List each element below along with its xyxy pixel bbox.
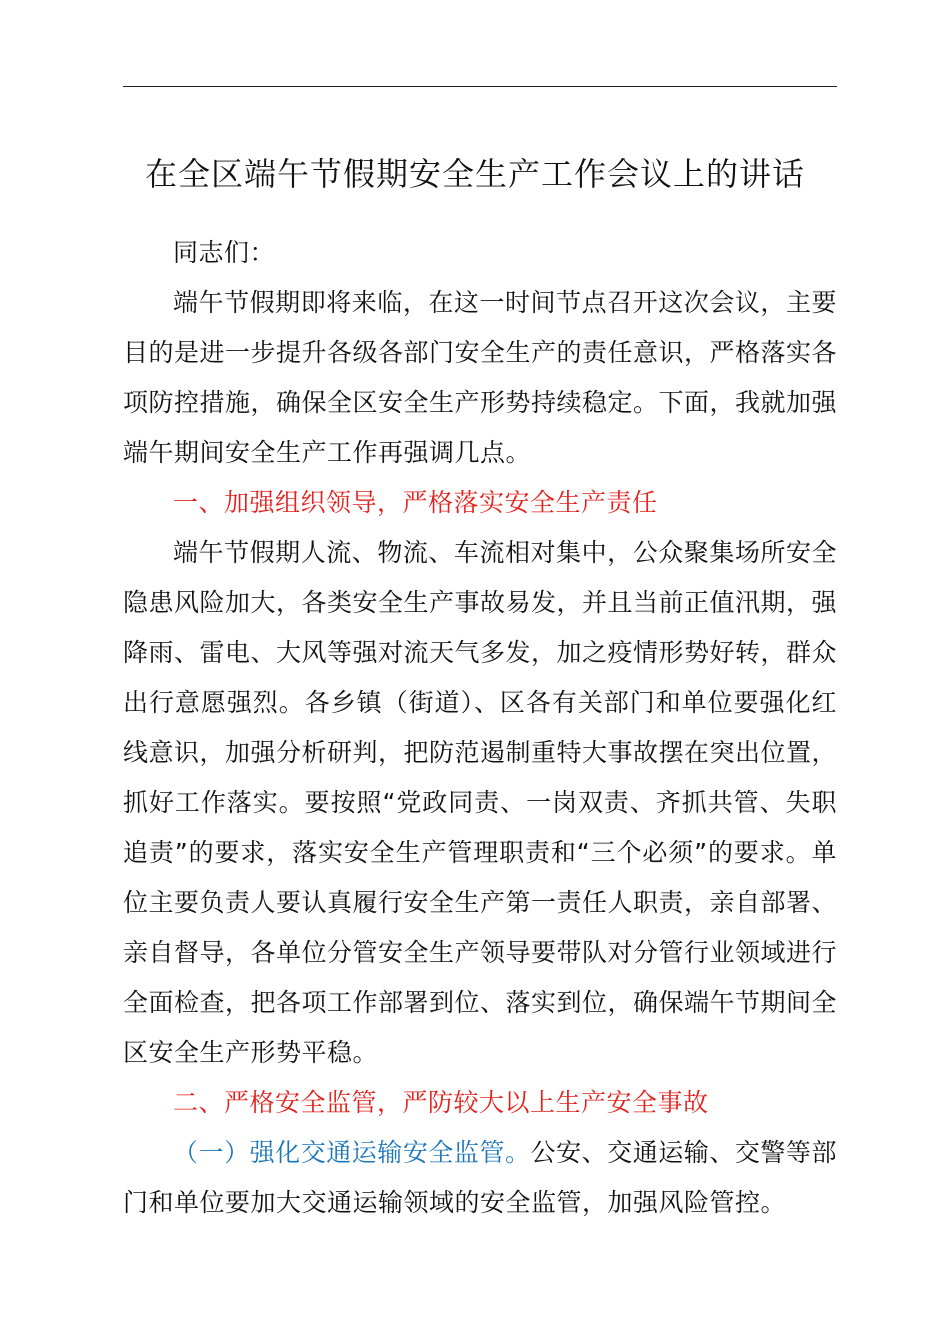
section-heading-1: 一、加强组织领导，严格落实安全生产责任 <box>173 488 658 517</box>
document-body <box>123 228 837 1228</box>
subsection-1-text: 公安、交通运输、交警等部门和单位要加大交通运输领域的安全监管，加强风险管控。 <box>123 1138 837 1217</box>
document-title: 在全区端午节假期安全生产工作会议上的讲话 <box>144 155 805 193</box>
intro-paragraph: 端午节假期即将来临，在这一时间节点召开这次会议，主要目的是进一步提升各级各部门安全生产的责任意识，严格落实各项防控措施，确保全区安全生产形势持续稳定。下面，我就加强端午期间安全生产工作再强调几点。 <box>123 288 838 467</box>
subsection-1-paragraph <box>123 1128 837 1228</box>
section-1-paragraph: 端午节假期人流、物流、车流相对集中，公众聚集场所安全隐患风险加大，各类安全生产事故易发，并且当前正值汛期，强降雨、雷电、大风等强对流天气多发，加之疫情形势好转，群众出行意愿强烈。各乡镇（街道）、区各有关部门和单位要强化红线意识，加强分析研判，把防范遏制重特大事故摆在突出位置，抓好工作落实。要按照“党政同责、一岗双责、齐抓共管、失职追责”的要求，落实安全生产管理职责和“三个必须”的要求。单位主要负责人要认真履行安全生产第一责任人职责，亲自部署、亲自督导，各单位分管安全生产领导要带队对分管行业领域进行全面检查，把各项工作部署到位、落实到位，确保端午节期间全区安全生产形势平稳。 <box>123 538 838 1067</box>
greeting: 同志们： <box>173 238 276 267</box>
section-heading-2: 二、严格安全监管，严防较大以上生产安全事故 <box>173 1088 709 1117</box>
subsection-1-heading: （一）强化交通运输安全监管。 <box>173 1138 531 1167</box>
header-rule <box>123 86 837 87</box>
